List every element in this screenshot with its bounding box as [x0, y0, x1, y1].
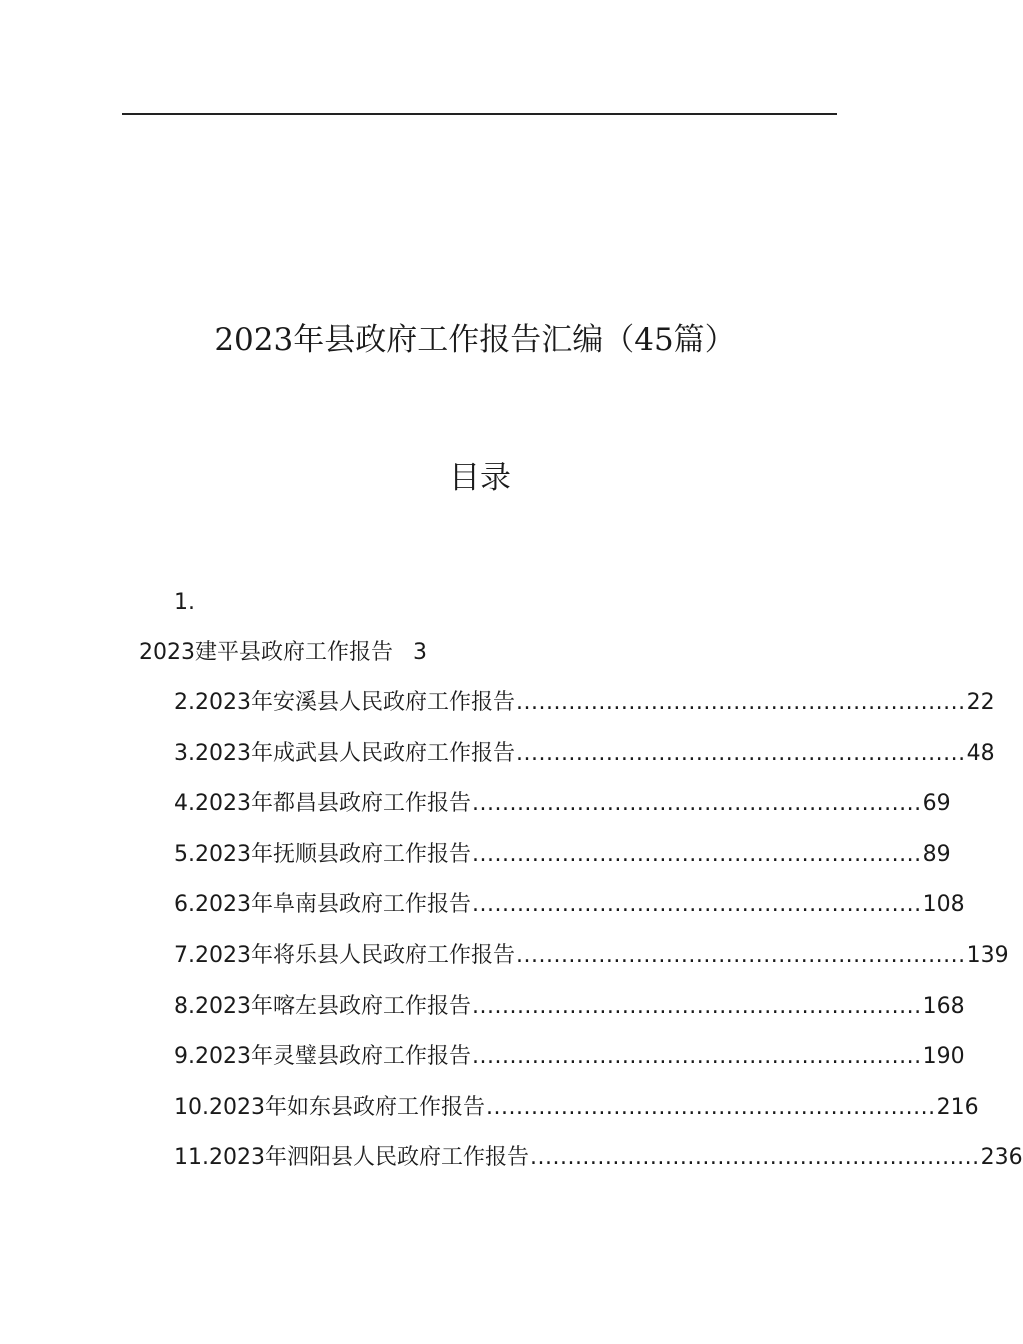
header-rule — [122, 113, 837, 115]
toc-entry-page: 168 — [922, 993, 965, 1019]
toc-entry-page: 216 — [936, 1094, 979, 1120]
toc-entry[interactable] — [174, 840, 951, 891]
toc-entry-title: 9.2023年灵璧县政府工作报告 — [174, 1044, 471, 1070]
toc-entry-page: 69 — [922, 791, 951, 817]
toc-entry-title: 5.2023年抚顺县政府工作报告 — [174, 841, 471, 867]
toc-entry-page: 22 — [966, 690, 995, 715]
toc-entry-title: 2.2023年安溪县人民政府工作报告 — [174, 690, 515, 715]
toc-entry-1[interactable] — [139, 638, 427, 668]
toc-heading: 目录 — [449, 460, 511, 496]
toc-entry[interactable] — [174, 890, 965, 941]
dot-leader: ............................................................ — [471, 791, 922, 817]
toc-entry[interactable] — [174, 941, 1009, 992]
dot-leader: ............................................................ — [515, 690, 966, 715]
dot-leader: ............................................................ — [471, 841, 922, 867]
toc-entry[interactable] — [174, 1093, 979, 1144]
toc-entry[interactable] — [174, 789, 951, 840]
toc-entry-title: 2023建平县政府工作报告 — [139, 640, 393, 665]
toc-entry-page: 3 — [413, 640, 427, 665]
toc-entry-title: 11.2023年泗阳县人民政府工作报告 — [174, 1145, 529, 1171]
toc-entry-title: 3.2023年成武县人民政府工作报告 — [174, 740, 515, 766]
toc-entry-page: 48 — [966, 740, 995, 766]
toc-entry[interactable] — [174, 739, 995, 790]
dot-leader: ............................................................ — [485, 1094, 936, 1120]
toc-entry-page: 190 — [922, 1044, 965, 1070]
dot-leader: ............................................................ — [529, 1145, 980, 1171]
toc-list — [174, 688, 1023, 1194]
toc-entry-page: 89 — [922, 841, 951, 867]
toc-entry-page: 139 — [966, 942, 1009, 968]
toc-entry-page: 236 — [980, 1145, 1023, 1171]
dot-leader: ............................................................ — [471, 892, 922, 918]
toc-entry[interactable] — [174, 688, 995, 739]
toc-entry-page: 108 — [922, 892, 965, 918]
dot-leader: ............................................................ — [471, 1044, 922, 1070]
toc-entry-1-number: 1. — [174, 590, 195, 615]
toc-entry-title: 4.2023年都昌县政府工作报告 — [174, 791, 471, 817]
dot-leader: ............................................................ — [471, 993, 922, 1019]
toc-entry[interactable] — [174, 1143, 1023, 1194]
toc-entry[interactable] — [174, 992, 965, 1043]
dot-leader: ............................................................ — [515, 942, 966, 968]
toc-entry-title: 10.2023年如东县政府工作报告 — [174, 1094, 485, 1120]
toc-entry-title: 7.2023年将乐县人民政府工作报告 — [174, 942, 515, 968]
dot-leader: ............................................................ — [515, 740, 966, 766]
document-title: 2023年县政府工作报告汇编（45篇） — [214, 322, 736, 358]
toc-entry-title: 8.2023年喀左县政府工作报告 — [174, 993, 471, 1019]
toc-entry-title: 6.2023年阜南县政府工作报告 — [174, 892, 471, 918]
toc-entry[interactable] — [174, 1042, 965, 1093]
